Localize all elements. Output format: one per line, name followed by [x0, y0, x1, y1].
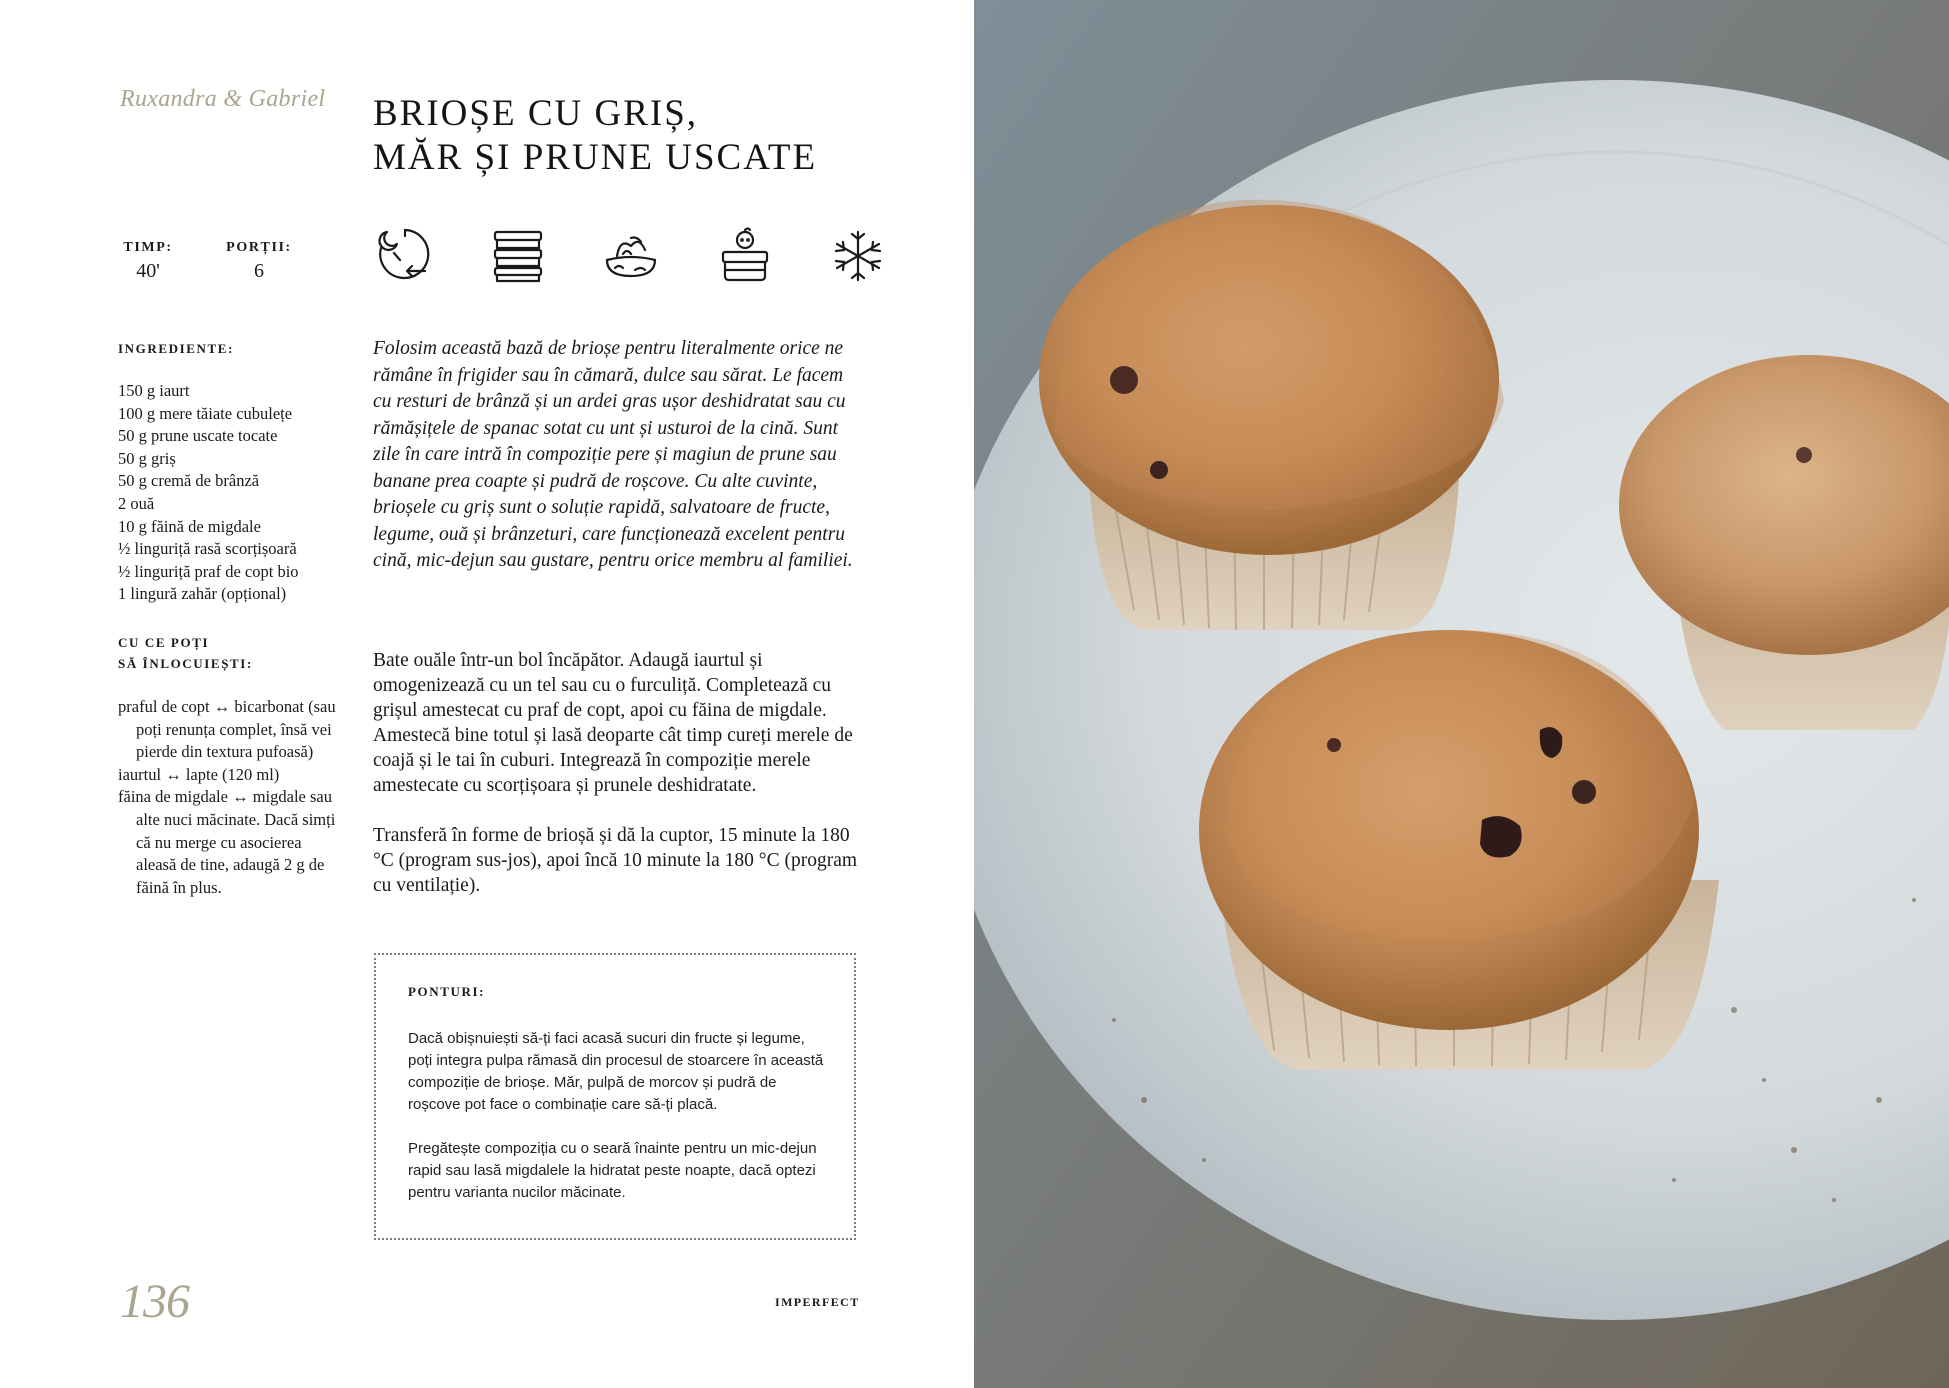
snowflake-icon: [828, 226, 888, 286]
servings-label: PORȚII:: [226, 240, 292, 255]
list-item: făina de migdale ↔ migdale sau alte nuci măcinate. Dacă simți că nu merge cu asocierea aleasă de tine, adaugă 2 g de făină în plus.: [118, 787, 336, 897]
time-label: TIMP:: [123, 240, 173, 255]
book-title-footer: IMPERFECT: [775, 1295, 860, 1309]
list-item: 150 g iaurt: [118, 381, 190, 400]
substitutions-heading-line-2: SĂ ÎNLOCUIEȘTI:: [118, 656, 253, 671]
tips-heading: PONTURI:: [408, 984, 486, 999]
substitutions-heading-line-1: CU CE POȚI: [118, 635, 210, 650]
list-item: 1 lingură zahăr (opțional): [118, 584, 287, 604]
author-signature: Ruxandra & Gabriel: [120, 86, 326, 112]
page-number: 136: [120, 1275, 189, 1328]
time-value: 40': [136, 260, 160, 282]
stacked-containers-icon: [488, 226, 548, 286]
leftovers-bowl-icon: [601, 226, 661, 286]
night-to-morning-icon: [373, 226, 433, 286]
lunchbox-child-icon: [715, 226, 775, 286]
ingredients-list: [118, 380, 338, 606]
list-item: iaurtul ↔ lapte (120 ml): [118, 764, 280, 784]
muffin-photo: [974, 0, 1949, 1388]
title-line-1: BRIOȘE CU GRIȘ,: [373, 93, 699, 134]
step-paragraph: Transferă în forme de brioșă și dă la cuptor, 15 minute la 180 °C (program sus-jos), apoi încă 10 minute la 180 °C (program cu ventilație).: [373, 825, 858, 896]
tip-paragraph: Dacă obișnuiești să-ți faci acasă sucuri din fructe și legume, poți integra pulpa rămasă din procesul de stoarcere în această compoziție de brioșe. Măr, pulpă de morcov și pudră de roșcove pot face o combinație care să-ți placă.: [408, 1030, 824, 1113]
recipe-intro: Folosim această bază de brioșe pentru literalmente orice ne rămâne în frigider sau în cămară, dulce sau sărat. Le facem cu resturi de brânză și un ardei gras ușor deshidratat sau cu rămășițele de spanac sotat cu unt și usturoi de la cină. Sunt zile în care intră în compoziție pere și magiun de prune sau banane prea coapte și pudră de roșcove. Cu alte cuvinte, brioșele cu griș sunt o soluție rapidă, salvatoare de fructe, legume, ouă și brânzeturi, care funcționează excelent pentru cină, mic-dejun sau gustare, pentru orice membru al familiei.: [373, 338, 853, 571]
tips-body: [408, 1028, 828, 1226]
recipe-steps: [373, 648, 863, 923]
list-item: 10 g făină de migdale: [118, 516, 261, 536]
step-paragraph: Bate ouăle într-un bol încăpător. Adaugă iaurtul și omogenizează cu un tel sau cu o furculiță. Completează cu grișul amestecat cu praf de copt, apoi cu făina de migdale. Amestecă bine totul și lasă deoparte cât timp cureți merele de coajă și le tai în cuburi. Integrează în compoziție merele amestecate cu scorțișoara și prunele deshidratate.: [373, 650, 853, 796]
recipe-title: [373, 92, 817, 180]
time-info: [118, 240, 178, 283]
title-line-2: MĂR ȘI PRUNE USCATE: [373, 137, 818, 178]
servings-value: 6: [254, 260, 264, 282]
list-item: ½ linguriță praf de copt bio: [118, 561, 299, 581]
list-item: 50 g prune uscate tocate: [118, 426, 278, 446]
left-page: [0, 0, 974, 1388]
list-item: praful de copt ↔ bicarbonat (sau poți renunța complet, însă vei pierde din textura pufoasă): [118, 697, 336, 762]
list-item: 50 g griș: [118, 448, 176, 468]
ingredients-heading: INGREDIENTE:: [118, 341, 234, 356]
list-item: ½ linguriță rasă scorțișoară: [118, 539, 297, 559]
tips-box: [374, 953, 856, 1240]
list-item: 2 ouă: [118, 493, 155, 513]
recipe-icons: [373, 226, 863, 286]
substitutions-heading: [118, 632, 253, 674]
list-item: 50 g cremă de brânză: [118, 471, 260, 491]
tip-paragraph: Pregătește compoziția cu o seară înainte pentru un mic-dejun rapid sau lasă migdalele la hidratat peste noapte, dacă optezi pentru varianta nucilor măcinate.: [408, 1140, 817, 1201]
muffins-on-plate-image: [974, 0, 1949, 1388]
list-item: 100 g mere tăiate cubulețe: [118, 403, 293, 423]
servings-info: [224, 240, 294, 283]
substitutions-list: [118, 696, 338, 899]
